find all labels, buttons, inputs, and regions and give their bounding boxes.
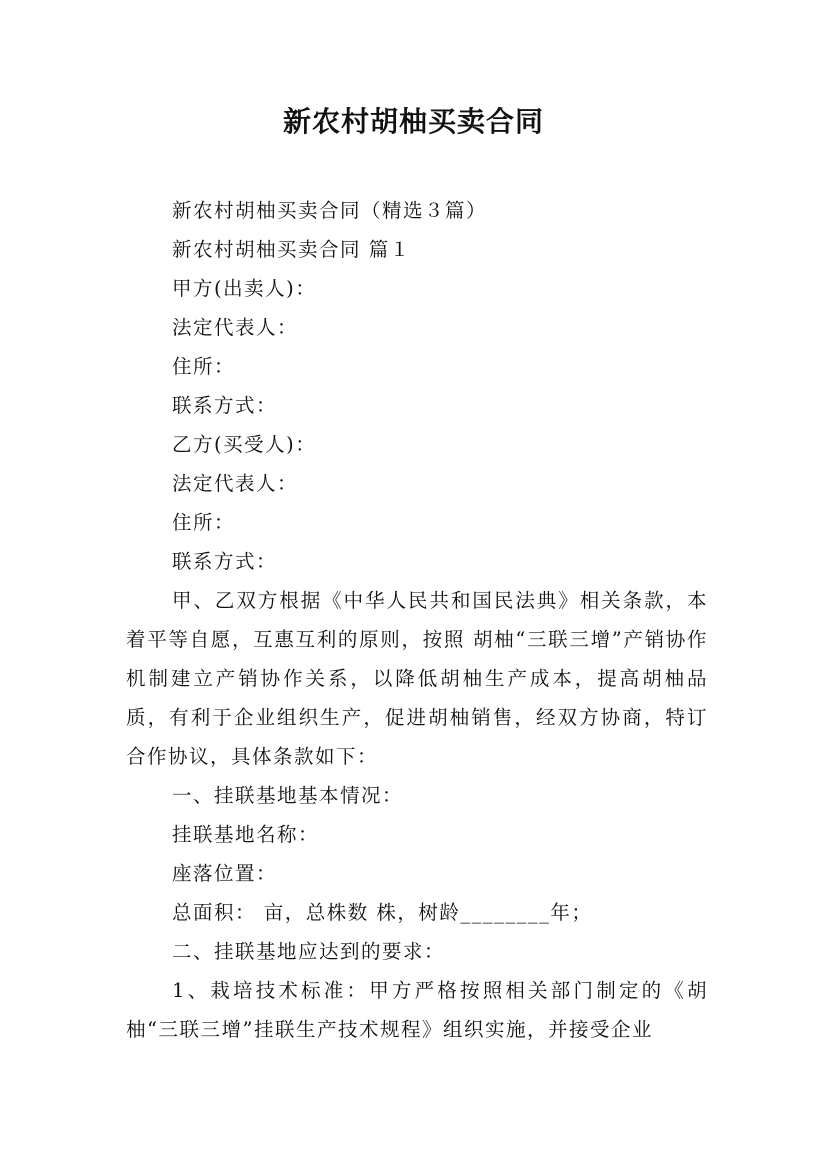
clause-two-heading: 二、挂联基地应达到的要求： [172, 940, 446, 963]
document-body [126, 191, 708, 1049]
base-area-field: 总面积： 亩，总株数 株，树龄________年； [172, 901, 593, 924]
party-a-contact: 联系方式： [172, 394, 278, 417]
party-a-representative: 法定代表人： [172, 316, 299, 339]
section-heading: 新农村胡柚买卖合同 篇１ [172, 238, 411, 261]
base-name-field: 挂联基地名称： [172, 823, 320, 846]
party-b-label: 乙方(买受人)： [172, 433, 317, 456]
clause-one-heading: 一、挂联基地基本情况： [172, 784, 404, 807]
document-title: 新农村胡柚买卖合同 [282, 105, 544, 138]
party-a-address: 住所： [172, 355, 236, 378]
preamble-paragraph: 甲、乙双方根据《中华人民共和国民法典》相关条款，本着平等自愿，互惠互利的原则，按照 胡柚“三联三增”产销协作机制建立产销协作关系，以降低胡柚生产成本，提高胡柚品质，有利于企业组织生产，促进胡柚销售，经双方协商，特订合作协议，具体条款如下： [126, 589, 708, 768]
party-b-address: 住所： [172, 511, 236, 534]
base-location-field: 座落位置： [172, 862, 278, 885]
subtitle-line: 新农村胡柚买卖合同（精选３篇） [172, 199, 488, 222]
clause-two-item-one: 1、栽培技术标准：甲方严格按照相关部门制定的《胡柚“三联三增”挂联生产技术规程》组织实施，并接受企业 [126, 979, 708, 1041]
party-a-label: 甲方(出卖人)： [172, 277, 317, 300]
party-b-contact: 联系方式： [172, 550, 278, 573]
party-b-representative: 法定代表人： [172, 472, 299, 495]
